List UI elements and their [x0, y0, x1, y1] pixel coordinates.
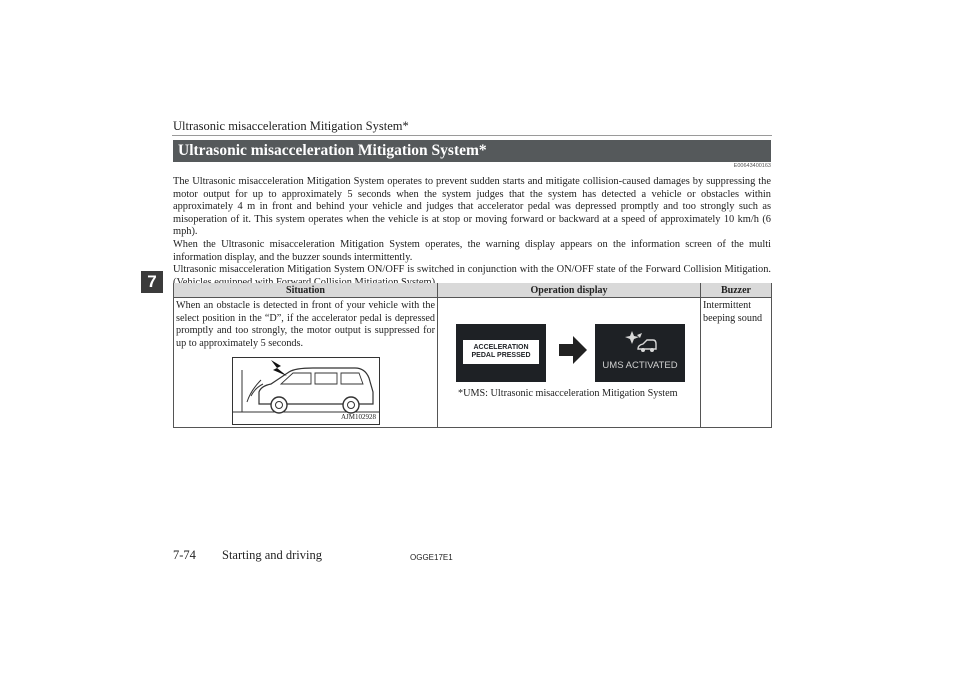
paragraph: Ultrasonic misacceleration Mitigation System ON/OFF is switched in conjunction with the ON/OFF state of the Forward Collision Mitigation. — [173, 264, 771, 276]
header-buzzer: Buzzer — [701, 283, 772, 298]
chapter-tab: 7 — [141, 271, 163, 293]
ums-activated-display — [595, 324, 685, 382]
ums-activated-text: UMS ACTIVATED — [602, 360, 678, 371]
buzzer-text: Intermittent beeping sound — [703, 300, 763, 324]
illustration-code: AJM102928 — [340, 412, 376, 421]
paragraph: When the Ultrasonic misacceleration Mitigation System operates, the warning display appears on the information screen of the multi information display, and the buzzer sounds intermittently. — [173, 238, 771, 263]
ums-footnote: *UMS: Ultrasonic misacceleration Mitigation System — [458, 388, 678, 399]
acceleration-pedal-pressed-display — [456, 324, 546, 382]
footer-section-name: Starting and driving — [222, 548, 322, 562]
running-head: Ultrasonic misacceleration Mitigation System* — [173, 119, 409, 133]
header-rule — [172, 135, 772, 136]
section-code: E00643400163 — [733, 163, 771, 169]
table-row — [174, 298, 772, 428]
display-illustration — [440, 300, 698, 420]
operation-table — [173, 283, 772, 428]
ums-warning-icon — [625, 329, 657, 355]
warning-line-1: ACCELERATION — [473, 344, 529, 351]
paragraph: The Ultrasonic misacceleration Mitigation System operates to prevent sudden starts and mitigate collision-caused damages by suppressing the motor output for up to approximately 5 seconds when the system judges that the system has detected a vehicle or obstacles within approximately 4 m in front and behind your vehicle and judges that accelerator pedal was depressed promptly and too strongly such as misoperation of it. This system operates when the vehicle is at stop or moving forward or backward at a speed of approximately 10 km/h (6 mph). — [173, 176, 771, 238]
operation-display-cell — [438, 298, 701, 428]
vehicle-obstacle-illustration — [232, 357, 380, 425]
table-header-row — [174, 283, 772, 298]
situation-text: When an obstacle is detected in front of your vehicle with the select position in the “D”, if the accelerator pedal is depressed promptly and too strongly, the motor output is suppressed for up to approximately 5 seconds. — [176, 300, 435, 349]
arrow-right-icon — [559, 336, 587, 364]
warning-line-2: PEDAL PRESSED — [471, 352, 531, 359]
section-title: Ultrasonic misacceleration Mitigation System* — [173, 140, 771, 162]
header-situation: Situation — [174, 283, 438, 298]
page-number: 7-74 — [173, 548, 196, 562]
body-text — [173, 176, 771, 289]
header-operation-display: Operation display — [438, 283, 701, 298]
document-code: OGGE17E1 — [410, 553, 453, 562]
situation-cell — [174, 298, 438, 428]
warning-message-box — [463, 340, 539, 364]
buzzer-cell — [701, 298, 772, 428]
